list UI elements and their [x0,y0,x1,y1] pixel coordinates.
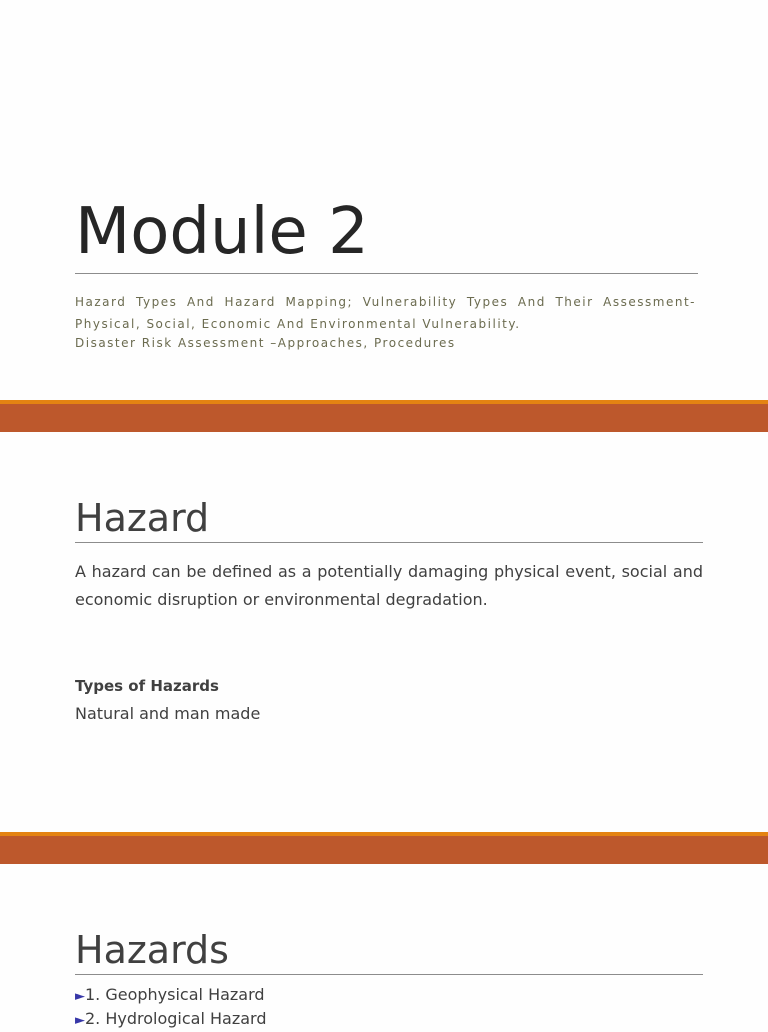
hazard-title: Hazard [75,496,210,540]
list-item-label: 2. Hydrological Hazard [85,1009,267,1028]
title-divider [75,974,703,975]
title-divider [75,542,703,543]
list-item [75,984,266,1008]
slide-separator [0,400,768,432]
slide-title [0,0,768,400]
title-divider [75,273,698,274]
types-heading: Types of Hazards [75,677,219,695]
list-item-label: 1. Geophysical Hazard [85,985,265,1004]
arrow-bullet-icon: ► [75,1013,85,1028]
list-item [75,1008,266,1032]
subtitle-line: Disaster Risk Assessment –Approaches, Procedures [75,336,456,350]
subtitle-line: Hazard Types And Hazard Mapping; Vulnerability Types And Their Assessment- [75,295,696,309]
hazards-list [75,984,266,1032]
module-subtitle [75,290,696,352]
subtitle-line: Physical, Social, Economic And Environmental Vulnerability. [75,317,521,331]
slide-separator [0,832,768,864]
hazards-title: Hazards [75,928,229,972]
module-title: Module 2 [75,195,369,269]
arrow-bullet-icon: ► [75,989,85,1004]
hazard-definition: A hazard can be defined as a potentially damaging physical event, social and economic disruption or environmental degradation. [75,562,703,609]
types-text: Natural and man made [75,704,261,723]
